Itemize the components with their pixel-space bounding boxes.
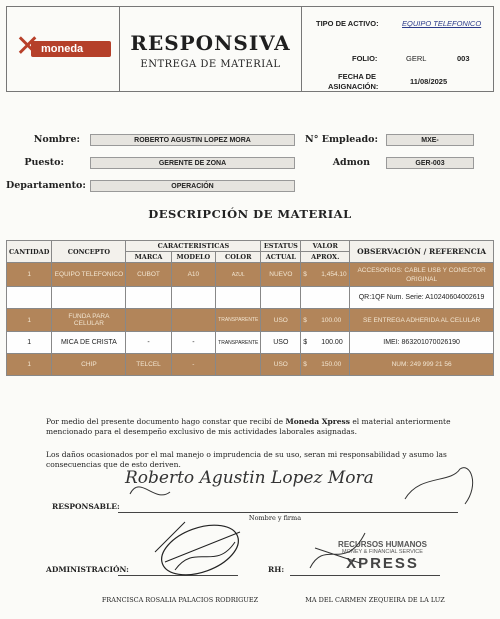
responsable-signature: Roberto Agustin Lopez Mora xyxy=(125,468,374,488)
stamp-line-3: XPRESS xyxy=(346,555,419,572)
rh-signature xyxy=(305,528,375,578)
liability-paragraph: Los daños ocasionados por el mal manejo o imprudencia de su uso, seran mi responsabilidad y asumo las consecuencias que de esto deriven. xyxy=(46,450,447,469)
cell-currency: $ xyxy=(303,271,307,278)
logo-text: moneda xyxy=(41,43,84,55)
folio-number: 003 xyxy=(457,54,470,63)
cell-obs: SE ENTREGA ADHERIDA AL CELULAR xyxy=(350,309,494,332)
section-title: DESCRIPCIÓN DE MATERIAL xyxy=(148,207,352,221)
cell-color: TRANSPARENTE xyxy=(216,309,261,332)
cell-concepto: CHIP xyxy=(52,354,126,376)
nombre-label: Nombre: xyxy=(33,134,80,145)
header-valor-1: VALOR xyxy=(301,241,350,252)
cell-color xyxy=(216,354,261,376)
document-title: RESPONSIVA xyxy=(130,31,291,55)
admon-field: GER-003 xyxy=(386,157,474,169)
admin-label: ADMINISTRACIÓN: xyxy=(46,565,129,574)
cell-amount: 100.00 xyxy=(321,339,343,346)
nombre-firma-label: Nombre y firma xyxy=(248,514,302,522)
header-estatus-2: ACTUAL xyxy=(261,252,301,263)
cell-color: AZUL xyxy=(216,263,261,287)
meta-cell xyxy=(302,7,493,91)
table-row xyxy=(7,354,494,376)
table-row xyxy=(7,287,494,309)
stamp-line-2: MONEY & FINANCIAL SERVICE xyxy=(342,549,423,555)
admin-name: FRANCISCA ROSALIA PALACIOS RODRIGUEZ xyxy=(101,596,259,604)
fecha-label-2: ASIGNACIÓN: xyxy=(328,82,379,91)
cell-marca xyxy=(126,309,171,332)
cell-marca: TELCEL xyxy=(126,354,171,376)
cell-cantidad: 1 xyxy=(7,354,52,376)
puesto-field: GERENTE DE ZONA xyxy=(90,157,295,169)
table-row xyxy=(7,332,494,354)
header-color: COLOR xyxy=(216,252,261,263)
cell-currency: $ xyxy=(303,316,307,324)
cell-valor xyxy=(301,309,350,332)
cell-obs: IMEI: 863201070026190 xyxy=(350,332,494,354)
table-row xyxy=(7,309,494,332)
cell-cantidad: 1 xyxy=(7,263,52,287)
folio-prefix: GERL xyxy=(406,54,427,63)
table-row xyxy=(7,263,494,287)
cell-valor xyxy=(301,263,350,287)
cell-modelo: - xyxy=(171,332,216,354)
cell-currency: $ xyxy=(303,339,308,346)
admin-signature xyxy=(145,512,260,582)
paragraph1-post: el material anteriormente mencionado para el desempeño exclusivo de mis actividades laborales asignadas. xyxy=(46,417,451,436)
cell-modelo xyxy=(171,287,216,309)
cell-marca xyxy=(126,287,171,309)
cell-amount: 100.00 xyxy=(321,316,342,324)
stamp-line-1: RECURSOS HUMANOS xyxy=(338,540,427,549)
cell-modelo xyxy=(171,309,216,332)
cell-marca: - xyxy=(126,332,171,354)
cell-amount: 150.00 xyxy=(321,361,342,368)
cell-marca: CUBOT xyxy=(126,263,171,287)
tipo-value: EQUIPO TELEFONICO xyxy=(402,19,482,28)
paragraph1-company: Moneda Xpress xyxy=(285,417,350,426)
cell-modelo: A10 xyxy=(171,263,216,287)
cell-concepto: MICA DE CRISTA xyxy=(52,332,126,354)
admon-label: Admon xyxy=(332,157,370,168)
cell-estatus: USO xyxy=(261,332,301,354)
cell-cantidad xyxy=(7,287,52,309)
puesto-label: Puesto: xyxy=(24,157,64,168)
document-header xyxy=(6,6,494,92)
cell-obs: ACCESORIOS: CABLE USB Y CONECTOR ORIGINAL xyxy=(350,263,494,287)
cell-modelo: - xyxy=(171,354,216,376)
tipo-label: TIPO DE ACTIVO: xyxy=(316,19,379,28)
responsable-label: RESPONSABLE: xyxy=(52,502,120,511)
empleado-field: MXE- xyxy=(386,134,474,146)
cell-currency: $ xyxy=(303,361,307,368)
title-cell xyxy=(120,7,302,91)
cell-concepto: FUNDA PARA CELULAR xyxy=(52,309,126,332)
header-caracteristicas: CARACTERISTICAS xyxy=(126,241,261,252)
cell-amount: 1,454.10 xyxy=(321,271,347,278)
depto-field: OPERACIÓN xyxy=(90,180,295,192)
cell-valor xyxy=(301,332,350,354)
header-marca: MARCA xyxy=(126,252,171,263)
header-estatus-1: ESTATUS xyxy=(261,241,301,252)
logo-cell xyxy=(7,7,120,91)
cell-concepto xyxy=(52,287,126,309)
cell-concepto: EQUIPO TELEFONICO xyxy=(52,263,126,287)
header-modelo: MODELO xyxy=(171,252,216,263)
header-concepto: CONCEPTO xyxy=(52,241,126,263)
material-table xyxy=(6,240,494,376)
cell-valor xyxy=(301,354,350,376)
rh-name: MA DEL CARMEN ZEQUEIRA DE LA LUZ xyxy=(305,596,445,604)
paragraph1-pre: Por medio del presente documento hago constar que recibí de xyxy=(46,417,286,426)
cell-color: TRANSPARENTE xyxy=(216,332,261,354)
receipt-paragraph xyxy=(46,417,456,437)
nombre-field: ROBERTO AGUSTIN LOPEZ MORA xyxy=(90,134,295,146)
cell-estatus xyxy=(261,287,301,309)
cell-valor xyxy=(301,287,350,309)
document-subtitle: ENTREGA DE MATERIAL xyxy=(140,59,281,70)
empleado-label: N° Empleado: xyxy=(305,134,378,145)
cell-obs: NUM: 249 999 21 56 xyxy=(350,354,494,376)
cell-cantidad: 1 xyxy=(7,309,52,332)
cell-estatus: USO xyxy=(261,309,301,332)
rh-label: RH: xyxy=(268,565,285,574)
cell-color xyxy=(216,287,261,309)
cell-estatus: NUEVO xyxy=(261,263,301,287)
header-observacion: OBSERVACIÓN / REFERENCIA xyxy=(350,241,494,263)
cell-estatus: USO xyxy=(261,354,301,376)
cell-obs: QR:1QF Num. Serie: A10240604002619 xyxy=(350,287,494,309)
header-cantidad: CANTIDAD xyxy=(7,241,52,263)
depto-label: Departamento: xyxy=(6,180,86,191)
fecha-value: 11/08/2025 xyxy=(410,77,448,86)
header-valor-2: APROX. xyxy=(301,252,350,263)
folio-label: FOLIO: xyxy=(352,54,378,63)
logo-x-mark: ✕ xyxy=(15,29,41,64)
moneda-logo xyxy=(15,29,111,64)
cell-cantidad: 1 xyxy=(7,332,52,354)
fecha-label-1: FECHA DE xyxy=(338,72,377,81)
